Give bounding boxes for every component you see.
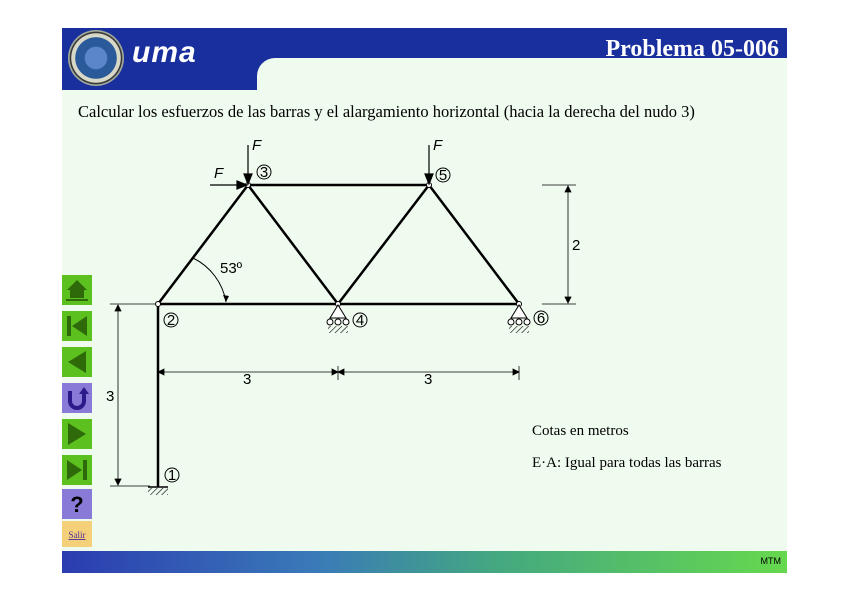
footer-text: MTM [760,556,781,566]
node-label-4: 4 [355,312,365,329]
roller-support-6 [508,305,530,333]
help-label: ? [70,492,84,517]
ea-note: E·A: Igual para todas las barras [532,455,722,471]
node-label-6: 6 [536,310,546,327]
truss-bars [158,185,519,486]
dimension-span-left: 3 [243,371,252,388]
force-label-vertical-5: F [433,137,443,154]
joint-2 [156,302,161,307]
force-label-horizontal-3: F [214,165,224,182]
node-label-3: 3 [259,164,269,181]
dimension-height-column: 3 [106,388,115,405]
force-arrows [210,145,433,189]
node-labels [164,164,548,484]
problem-statement: Calcular los esfuerzos de las barras y el alargamiento horizontal (hacia la derecha del nudo 3) [78,102,695,121]
node-joints [156,183,522,307]
dimension-lines [110,185,576,486]
bar-3-4 [248,185,338,304]
dimension-height-top: 2 [572,237,581,254]
bar-5-6 [429,185,519,304]
exit-label: Salir [68,530,86,540]
page-title: Problema 05-006 [605,36,779,62]
node-label-1: 1 [167,467,177,484]
bar-4-5 [338,185,429,304]
angle-label: 53º [220,260,243,277]
fixed-support-1 [148,487,168,495]
node-label-5: 5 [438,167,448,184]
force-label-vertical-3: F [252,137,262,154]
bar-2-3 [158,185,248,304]
units-note: Cotas en metros [532,423,629,439]
brand-name: uma [132,36,197,69]
roller-support-4 [327,305,349,333]
node-label-2: 2 [166,312,176,329]
dimension-span-right: 3 [424,371,433,388]
